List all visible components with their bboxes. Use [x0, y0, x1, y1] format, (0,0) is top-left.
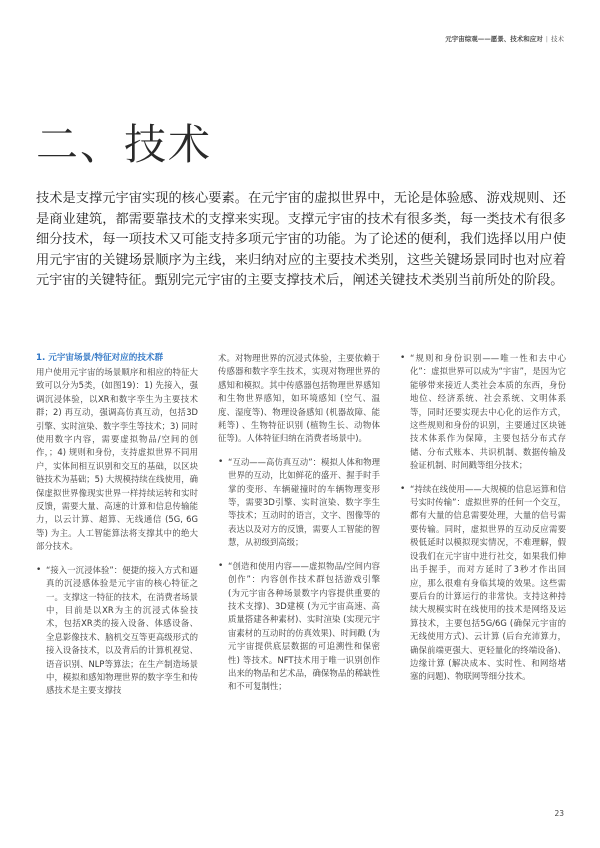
- running-header: [445, 34, 564, 43]
- column-2: [218, 352, 380, 704]
- running-header-title: 元宇宙综观——愿景、技术和应对: [445, 35, 543, 43]
- bullet-text: “持续在线使用——大规模的信息运算和信号实时传输”：虚拟世界的任何一个交互，都有大量的信息需要处理，大量的信号需要传输。同时，虚拟世界的互动反应需要极低延时以模拟现实情况，不难理解，假设我们在元宇宙中进行社交，如果我们伸出手握手，而对方延时了3秒才作出回应，那么很难有身临其境的效果。这些需要后台的计算运行的非常快。支持这种持续大规模实时在线使用的技术是网络及运算技术，主要包括5G/6G (确保元宇宙的无线使用方式)、云计算 (后台充沛算力，确保前端更强大、更轻量化的终端设备)、边缘计算 (解决成本、实时性、和网络堵塞的问题)、物联网等细分技术。: [410, 483, 566, 682]
- running-header-section: 技术: [551, 35, 564, 43]
- column-1: [36, 352, 198, 708]
- bullet-text: “互动——高仿真互动”：模拟人体和物理世界的互动，比如鲜花的盛开、握手时手掌的变形、车辆碰撞时的车辆物理变形等，需要3D引擎、实时渲染、数字孪生等技术；互动时的语言，文字、图像等的表达以及对方的反馈，需要人工智能的智慧，从初级到高级；: [228, 456, 380, 548]
- section-heading: 1. 元宇宙场景/特征对应的技术群: [36, 353, 164, 363]
- bullet-dot: •: [400, 353, 406, 363]
- scenario-overview-paragraph: 用户使用元宇宙的场景顺序和相应的特征大致可以分为5类，(如图19)：1) 先接入，强调沉浸体验，以XR和数字孪生为主要技术群；2) 再互动，强调高仿真互动，包括3D引擎、实时渲染、数字孪生等技术；3) 同时使用数字内容，需要虚拟物品/空间的创作，；4) 规则和身份，支持虚拟世界不同用户，实体间相互识别和交互的基础，以区块链技术为基础；5) 大规模持续在线使用，确保虚拟世界像现实世界一样持续运转和实时反馈，需要大量、高速的计算和信息传输能力，以云计算、超算、无线通信 (5G, 6G等) 为主。人工智能算法将支撑其中的绝大部分技术。: [36, 367, 199, 552]
- bullet-dot: •: [218, 560, 224, 571]
- bullet-text: “接入一沉浸体验”：便捷的接入方式和逼真的沉浸感体验是元宇宙的核心特征之一。支撑这一特征的技术，在消费者场景中，目前是以XR为主的沉浸式体验技术，包括XR类的接入设备、体感设备、全息影像技术、脑机交互等更高级形式的接入设备技术，以及背后的计算机视觉、语音识别、NLP等算法；在生产制造场景中，模拟和感知物理世界的数字孪生和传感技术是主要支撑技: [46, 564, 198, 696]
- bullet-text: “规则和身份识别——唯一性和去中心化”：虚拟世界可以成为“宇宙”，是因为它能够带来接近人类社会本质的东西，身份地位、经济系统、社会系统、文明体系等，同时还要实现去中心化的运作方式，这些规则和身份的识别，主要通过区块链技术体系作为保障，主要包括分布式存储、分布式账本、共识机制、数据传输及验证机制、时间戳等组分技术；: [410, 353, 566, 471]
- bullet-dot: •: [36, 564, 42, 575]
- bullet-rules-identity: [400, 352, 566, 473]
- bullet-interaction: [218, 456, 380, 550]
- bullet-text: “创造和使用内容——虚拟物品/空间内容创作”：内容创作技术群包括游戏引擎 (为元宇宙各种场景数字内容提供重要的技术支撑)、3D建模 (为元宇宙高速、高质量搭建各种素材)、实时渲染 (实现元宇宙素材的互动时的仿真效果)、时间戳 (为元宇宙提供底层数据的可追溯性和保密性) 等技术。NFT技术用于唯一识别创作出来的物品和艺术品，确保物品的稀缺性和不可复制性；: [228, 560, 380, 692]
- intro-paragraph: 技术是支撑元宇宙实现的核心要素。在元宇宙的虚拟世界中，无论是体验感、游戏规则、还是商业建筑，都需要靠技术的支撑来实现。支撑元宇宙的技术有很多类，每一类技术有很多细分技术，每一项技术又可能支持多项元宇宙的功能。为了论述的便利，我们选择以用户使用元宇宙的关键场景顺序为主线，来归纳对应的主要技术类别，这些关键场景同时也对应着元宇宙的关键特征。甄别完元宇宙的主要支撑技术后，阐述关键技术类别当前所处的阶段。: [36, 191, 566, 289]
- running-header-separator: |: [545, 35, 548, 43]
- chapter-title: 二、技术: [36, 120, 213, 169]
- column-3: [400, 352, 566, 694]
- bullet-access-immersion: [36, 564, 198, 698]
- bullet-continuous-online: [400, 483, 566, 684]
- bullet-dot: •: [218, 456, 224, 467]
- continued-paragraph: 术。对物理世界的沉浸式体验，主要依赖于传感器和数字孪生技术，实现对物理世界的感知和模拟。其中传感器包括物理世界感知和生物世界感知，如环境感知 (空气、温度、湿度等)、物理设备感知 (机器故障、能耗等) 、生物特征识别 (植物生长、动物体征等)。人体特征归纳在消费者场景中)。: [218, 353, 380, 444]
- bullet-dot: •: [400, 483, 406, 494]
- bullet-content-creation: [218, 560, 380, 694]
- page-number: 23: [554, 809, 564, 818]
